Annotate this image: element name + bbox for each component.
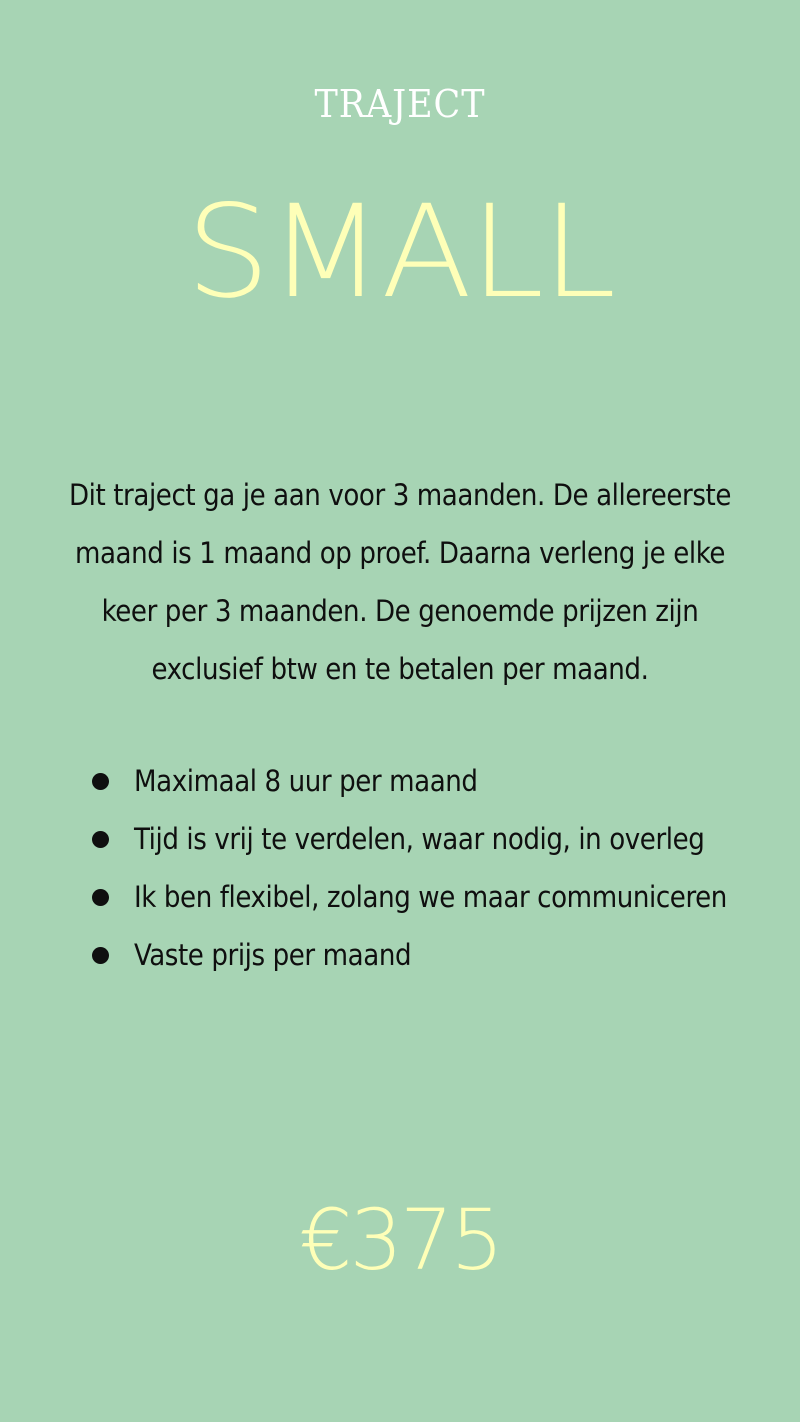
bullet-dot-icon bbox=[92, 889, 109, 906]
feature-label: Ik ben flexibel, zolang we maar communiceren bbox=[134, 880, 727, 914]
feature-list bbox=[88, 752, 748, 984]
bullet-dot-icon bbox=[92, 773, 109, 790]
plan-description: Dit traject ga je aan voor 3 maanden. De allereerste maand is 1 maand op proef. Daarna verleng je elke keer per 3 maanden. De genoemde prijzen zijn exclusief btw en te betalen per maand. bbox=[68, 478, 732, 686]
feature-label: Vaste prijs per maand bbox=[134, 938, 412, 972]
feature-label: Tijd is vrij te verdelen, waar nodig, in overleg bbox=[134, 822, 705, 856]
list-item bbox=[88, 810, 748, 868]
list-item bbox=[88, 868, 748, 926]
feature-label: Maximaal 8 uur per maand bbox=[134, 764, 478, 798]
bullet-dot-icon bbox=[92, 831, 109, 848]
list-item bbox=[88, 752, 748, 810]
list-item bbox=[88, 926, 748, 984]
plan-title: SMALL bbox=[185, 178, 615, 327]
price-label: €375 bbox=[299, 1191, 501, 1289]
eyebrow-label: TRAJECT bbox=[314, 82, 486, 126]
bullet-dot-icon bbox=[92, 947, 109, 964]
